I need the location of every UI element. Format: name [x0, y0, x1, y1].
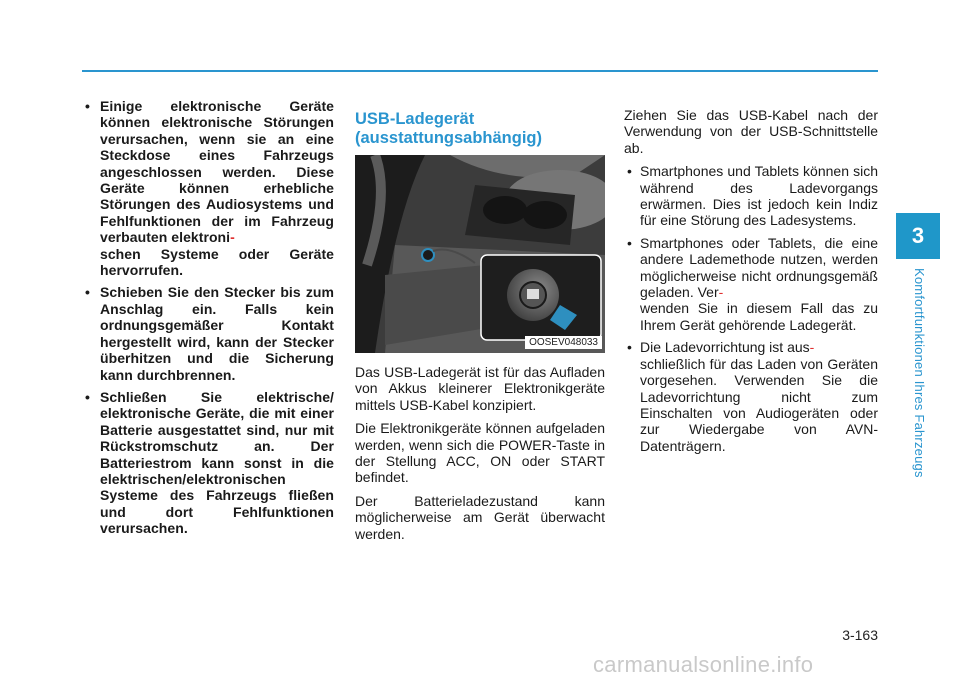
- right-column: [624, 98, 878, 460]
- page-number: 3-163: [842, 627, 878, 643]
- list-item: • Smartphones und Tablets können sich während des Ladevorgangs erwärmen. Dies ist jedoch kein Indiz für eine Störung des Ladesystems.: [624, 163, 878, 229]
- watermark-text: carmanualsonline.info: [593, 652, 814, 677]
- list-item: • Schieben Sie den Stecker bis zum Anschlag ein. Falls kein ordnungsgemäßer Kontakt hergestellt wird, kann der Stecker überhitzen und die Sicherung kann durchbrennen.: [82, 284, 334, 382]
- console-illustration: [355, 155, 605, 353]
- chapter-number-badge: 3: [896, 213, 940, 259]
- paragraph: Ziehen Sie das USB-Kabel nach der Verwendung von der USB-Schnittstelle ab.: [624, 107, 878, 156]
- middle-column: [355, 98, 605, 549]
- list-item: • Smartphones oder Tablets, die eine andere Lademethode nutzen, werden möglicherweise nicht ordnungsgemäß geladen. Ver- wenden Sie in diesem Fall das zu Ihrem Gerät gehörende Ladegerät.: [624, 235, 878, 333]
- list-item: • Die Ladevorrichtung ist aus- schließlich für das Laden von Geräten vorgesehen. Verwenden Sie die Ladevorrichtung nicht zum Einschalten von Audiogeräten oder zur Wiedergabe von AVN-Datenträgern.: [624, 339, 878, 454]
- left-column: [82, 98, 334, 543]
- paragraph: Die Elektronikgeräte können aufgeladen werden, wenn sich die POWER-Taste in der Stellung ACC, ON oder START befindet.: [355, 420, 605, 486]
- paragraph: Das USB-Ladegerät ist für das Aufladen von Akkus kleinerer Elektronikgeräte mittels USB-Kabel konzipiert.: [355, 364, 605, 413]
- warning-list: [82, 98, 334, 537]
- image-caption: OOSEV048033: [525, 336, 602, 349]
- header-rule: [82, 70, 878, 72]
- paragraph: Der Batterieladezustand kann möglicherweise am Gerät überwacht werden.: [355, 492, 605, 542]
- usb-charger-photo: [355, 155, 605, 353]
- chapter-title: Komfortfunktionen Ihres Fahrzeugs: [912, 268, 927, 478]
- list-item: • Einige elektronische Geräte können elektronische Störungen verursachen, wenn sie an eine Steckdose eines Fahrzeugs angeschlossen werden. Diese Geräte können erhebliche Störungen des Audiosystems und Fehlfunktionen der im Fahrzeug verbauten elektroni- schen Systeme oder Geräte hervorrufen.: [82, 98, 334, 278]
- section-heading: USB-Ladegerät (ausstattungsabhängig): [355, 110, 543, 147]
- list-item: • Schließen Sie elektrische/ elektronische Geräte, die mit einer Batterie ausgestattet sind, nur mit Rückstromschutz an. Der Batteriestrom kann sonst in die elektrischen/elektronischen Systeme des Fahrzeugs fließen und dort Fehlfunktionen verursachen.: [82, 389, 334, 537]
- notes-list: [624, 163, 878, 454]
